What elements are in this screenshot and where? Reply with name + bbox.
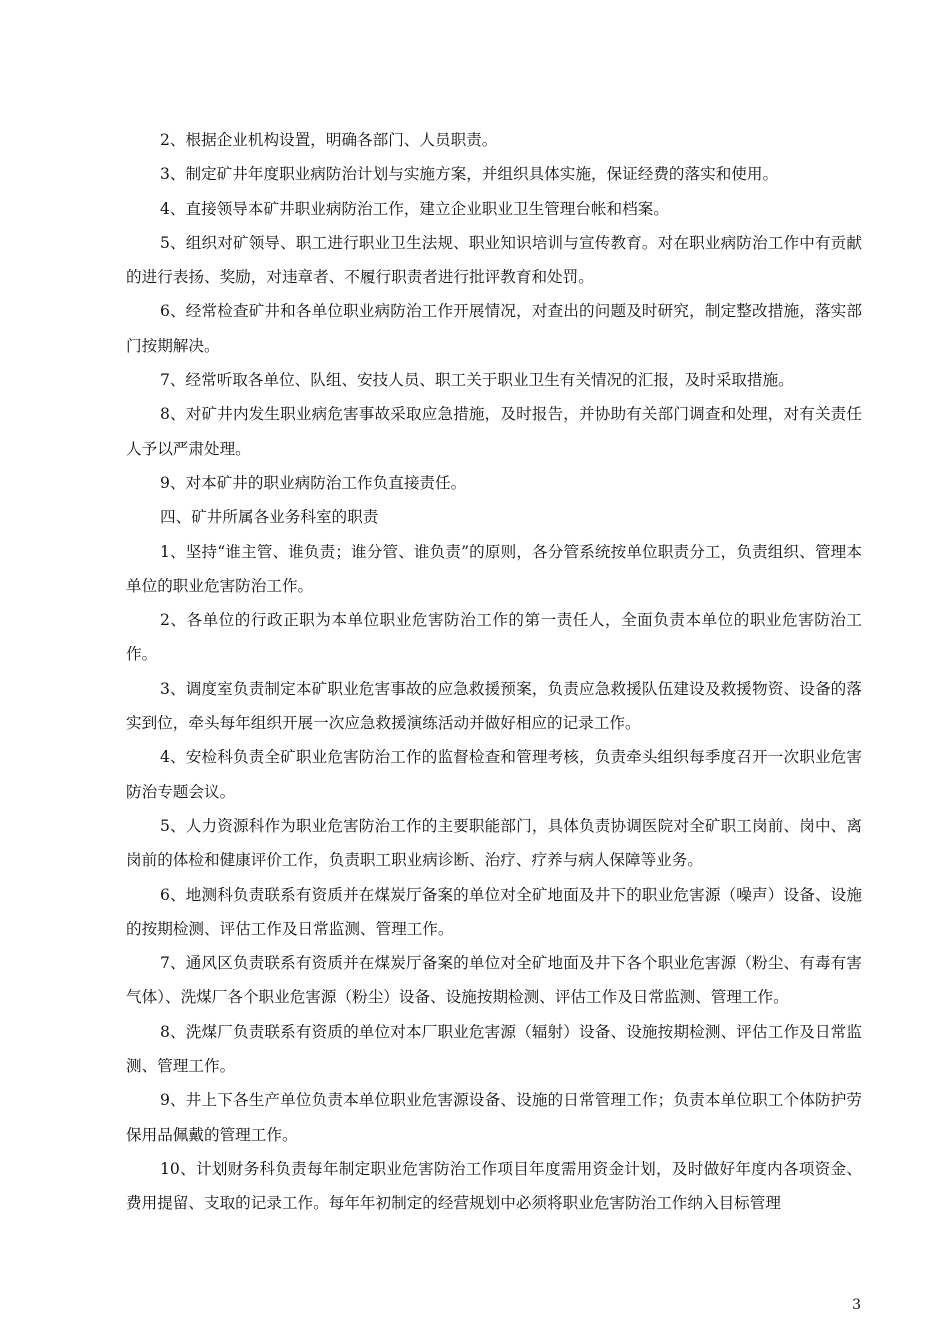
section4-item-2: 2、各单位的行政正职为本单位职业危害防治工作的第一责任人，全面负责本单位的职业危害防治工作。: [126, 611, 862, 664]
section4-item-7: 7、通风区负责联系有资质并在煤炭厅备案的单位对全矿地面及井下各个职业危害源（粉尘、有毒有害气体）、洗煤厂各个职业危害源（粉尘）设备、设施按期检测、评估工作及日常监测、管理工作。: [126, 954, 862, 1007]
section4-item-3: 3、调度室负责制定本矿职业危害事故的应急救援预案，负责应急救援队伍建设及救援物资、设备的落实到位，牵头每年组织开展一次应急救援演练活动并做好相应的记录工作。: [126, 679, 862, 733]
section4-item-8: 8、洗煤厂负责联系有资质的单位对本厂职业危害源（辐射）设备、设施按期检测、评估工作及日常监测、管理工作。: [126, 1022, 862, 1076]
section4-item-4: 4、安检科负责全矿职业危害防治工作的监督检查和管理考核，负责牵头组织每季度召开一次职业危害防治专题会议。: [126, 748, 862, 801]
section4-item-10: 10、计划财务科负责每年制定职业危害防治工作项目年度需用资金计划，及时做好年度内各项资金、费用提留、支取的记录工作。每年年初制定的经营规划中必须将职业危害防治工作纳入目标管理: [126, 1159, 862, 1213]
section-heading-4: 四、矿井所属各业务科室的职责: [160, 508, 379, 527]
section4-item-9: 9、井上下各生产单位负责本单位职业危害源设备、设施的日常管理工作；负责本单位职工个体防护劳保用品佩戴的管理工作。: [126, 1091, 862, 1144]
paragraph-item-4: 4、直接领导本矿井职业病防治工作，建立企业职业卫生管理台帐和档案。: [160, 199, 669, 218]
section4-item-5: 5、人力资源科作为职业危害防治工作的主要职能部门，具体负责协调医院对全矿职工岗前、岗中、离岗前的体检和健康评价工作，负责职工职业病诊断、治疗、疗养与病人保障等业务。: [126, 816, 862, 870]
document-body: [126, 123, 862, 1221]
paragraph-item-7: 7、经常听取各单位、队组、安技人员、职工关于职业卫生有关情况的汇报，及时采取措施。: [160, 371, 794, 390]
section4-item-1: 1、坚持“谁主管、谁负责；谁分管、谁负责”的原则，各分管系统按单位职责分工，负责组织、管理本单位的职业危害防治工作。: [126, 542, 862, 595]
paragraph-item-5: 5、组织对矿领导、职工进行职业卫生法规、职业知识培训与宣传教育。对在职业病防治工作中有贡献的进行表扬、奖励，对违章者、不履行职责者进行批评教育和处罚。: [126, 233, 862, 287]
page-number: 3: [852, 1297, 861, 1313]
paragraph-item-6: 6、经常检查矿井和各单位职业病防治工作开展情况，对查出的问题及时研究，制定整改措施，落实部门按期解决。: [126, 302, 862, 355]
paragraph-item-2: 2、根据企业机构设置，明确各部门、人员职责。: [160, 131, 498, 149]
paragraph-item-9: 9、对本矿井的职业病防治工作负直接责任。: [160, 473, 467, 492]
paragraph-item-8: 8、对矿井内发生职业病危害事故采取应急措施，及时报告，并协助有关部门调查和处理，对有关责任人予以严肃处理。: [126, 405, 862, 458]
paragraph-item-3: 3、制定矿井年度职业病防治计划与实施方案，并组织具体实施，保证经费的落实和使用。: [160, 165, 779, 184]
section4-item-6: 6、地测科负责联系有资质并在煤炭厅备案的单位对全矿地面及井下的职业危害源（噪声）设备、设施的按期检测、评估工作及日常监测、管理工作。: [126, 885, 862, 938]
